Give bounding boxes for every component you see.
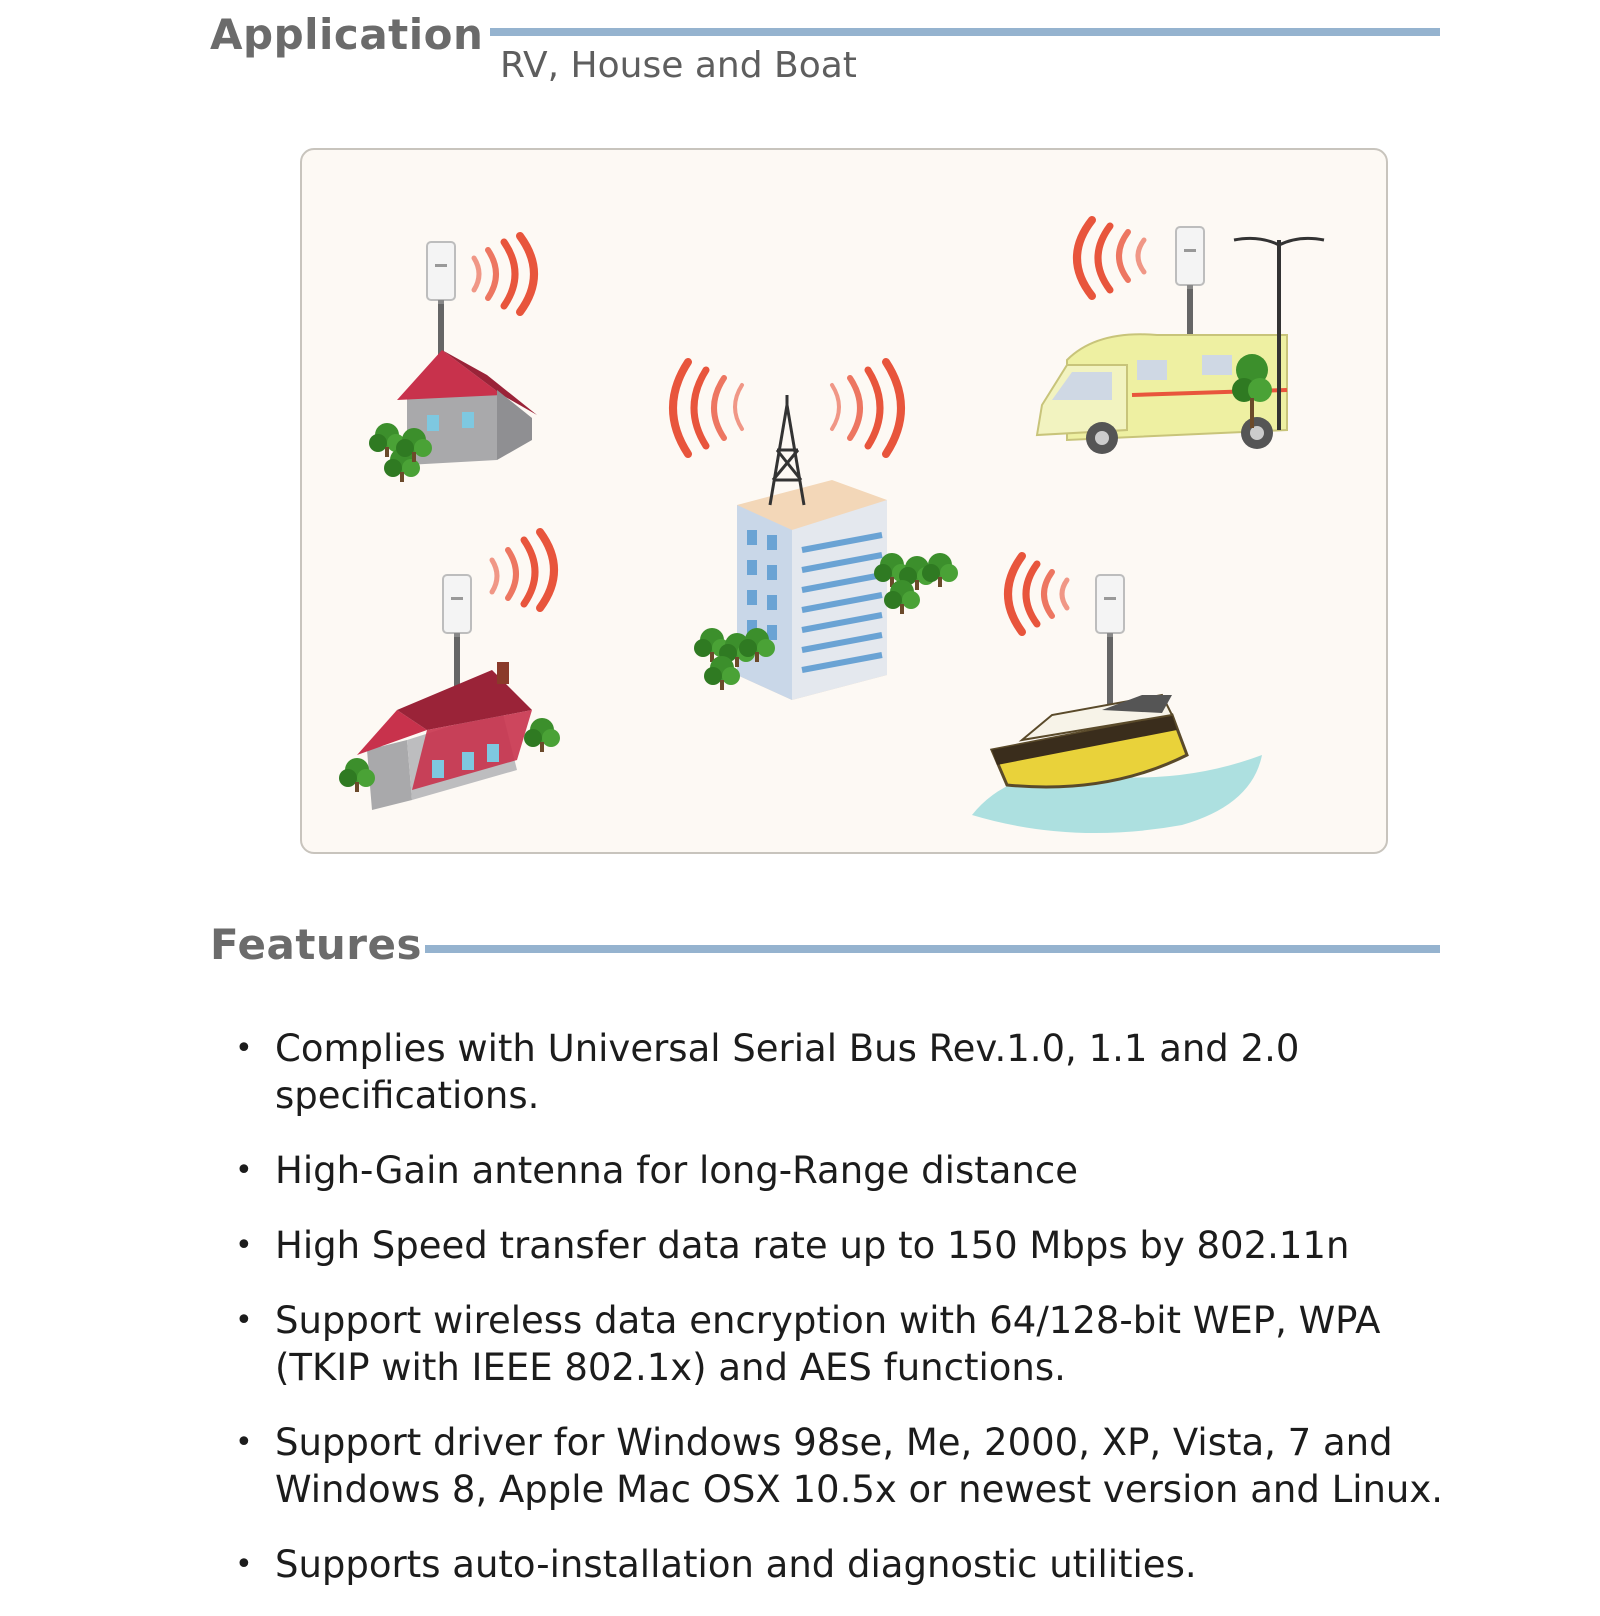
feature-item: • Complies with Universal Serial Bus Rev.1.0, 1.1 and 2.0 specifications. (235, 1027, 1300, 1117)
features-rule (425, 945, 1440, 953)
bullet-icon: • (235, 1425, 253, 1460)
feature-item: • Supports auto-installation and diagnostic utilities. (235, 1543, 1197, 1586)
rv-scene (1037, 220, 1324, 454)
bullet-icon: • (235, 1228, 253, 1263)
feature-item: • Support wireless data encryption with 64/128-bit WEP, WPA (TKIP with IEEE 802.1x) and AES functions. (235, 1299, 1381, 1389)
bullet-icon: • (235, 1547, 253, 1582)
house-scene-top-left (369, 236, 537, 482)
features-heading: Features (210, 920, 422, 969)
application-subtitle: RV, House and Boat (500, 45, 857, 86)
office-building-scene (673, 362, 958, 700)
features-list (235, 1025, 1455, 1616)
bullet-icon: • (235, 1303, 253, 1338)
feature-item: • High-Gain antenna for long-Range distance (235, 1149, 1078, 1192)
bullet-icon: • (235, 1153, 253, 1188)
house-scene-bottom-left (339, 532, 560, 810)
feature-item: • Support driver for Windows 98se, Me, 2000, XP, Vista, 7 and Windows 8, Apple Mac OSX 10.5x or newest version and Linux. (235, 1421, 1444, 1511)
application-heading: Application (210, 10, 484, 59)
application-illustration (300, 148, 1388, 854)
application-rule (490, 28, 1440, 36)
boat-scene (972, 556, 1262, 833)
feature-item: • High Speed transfer data rate up to 150 Mbps by 802.11n (235, 1224, 1350, 1267)
bullet-icon: • (235, 1031, 253, 1066)
